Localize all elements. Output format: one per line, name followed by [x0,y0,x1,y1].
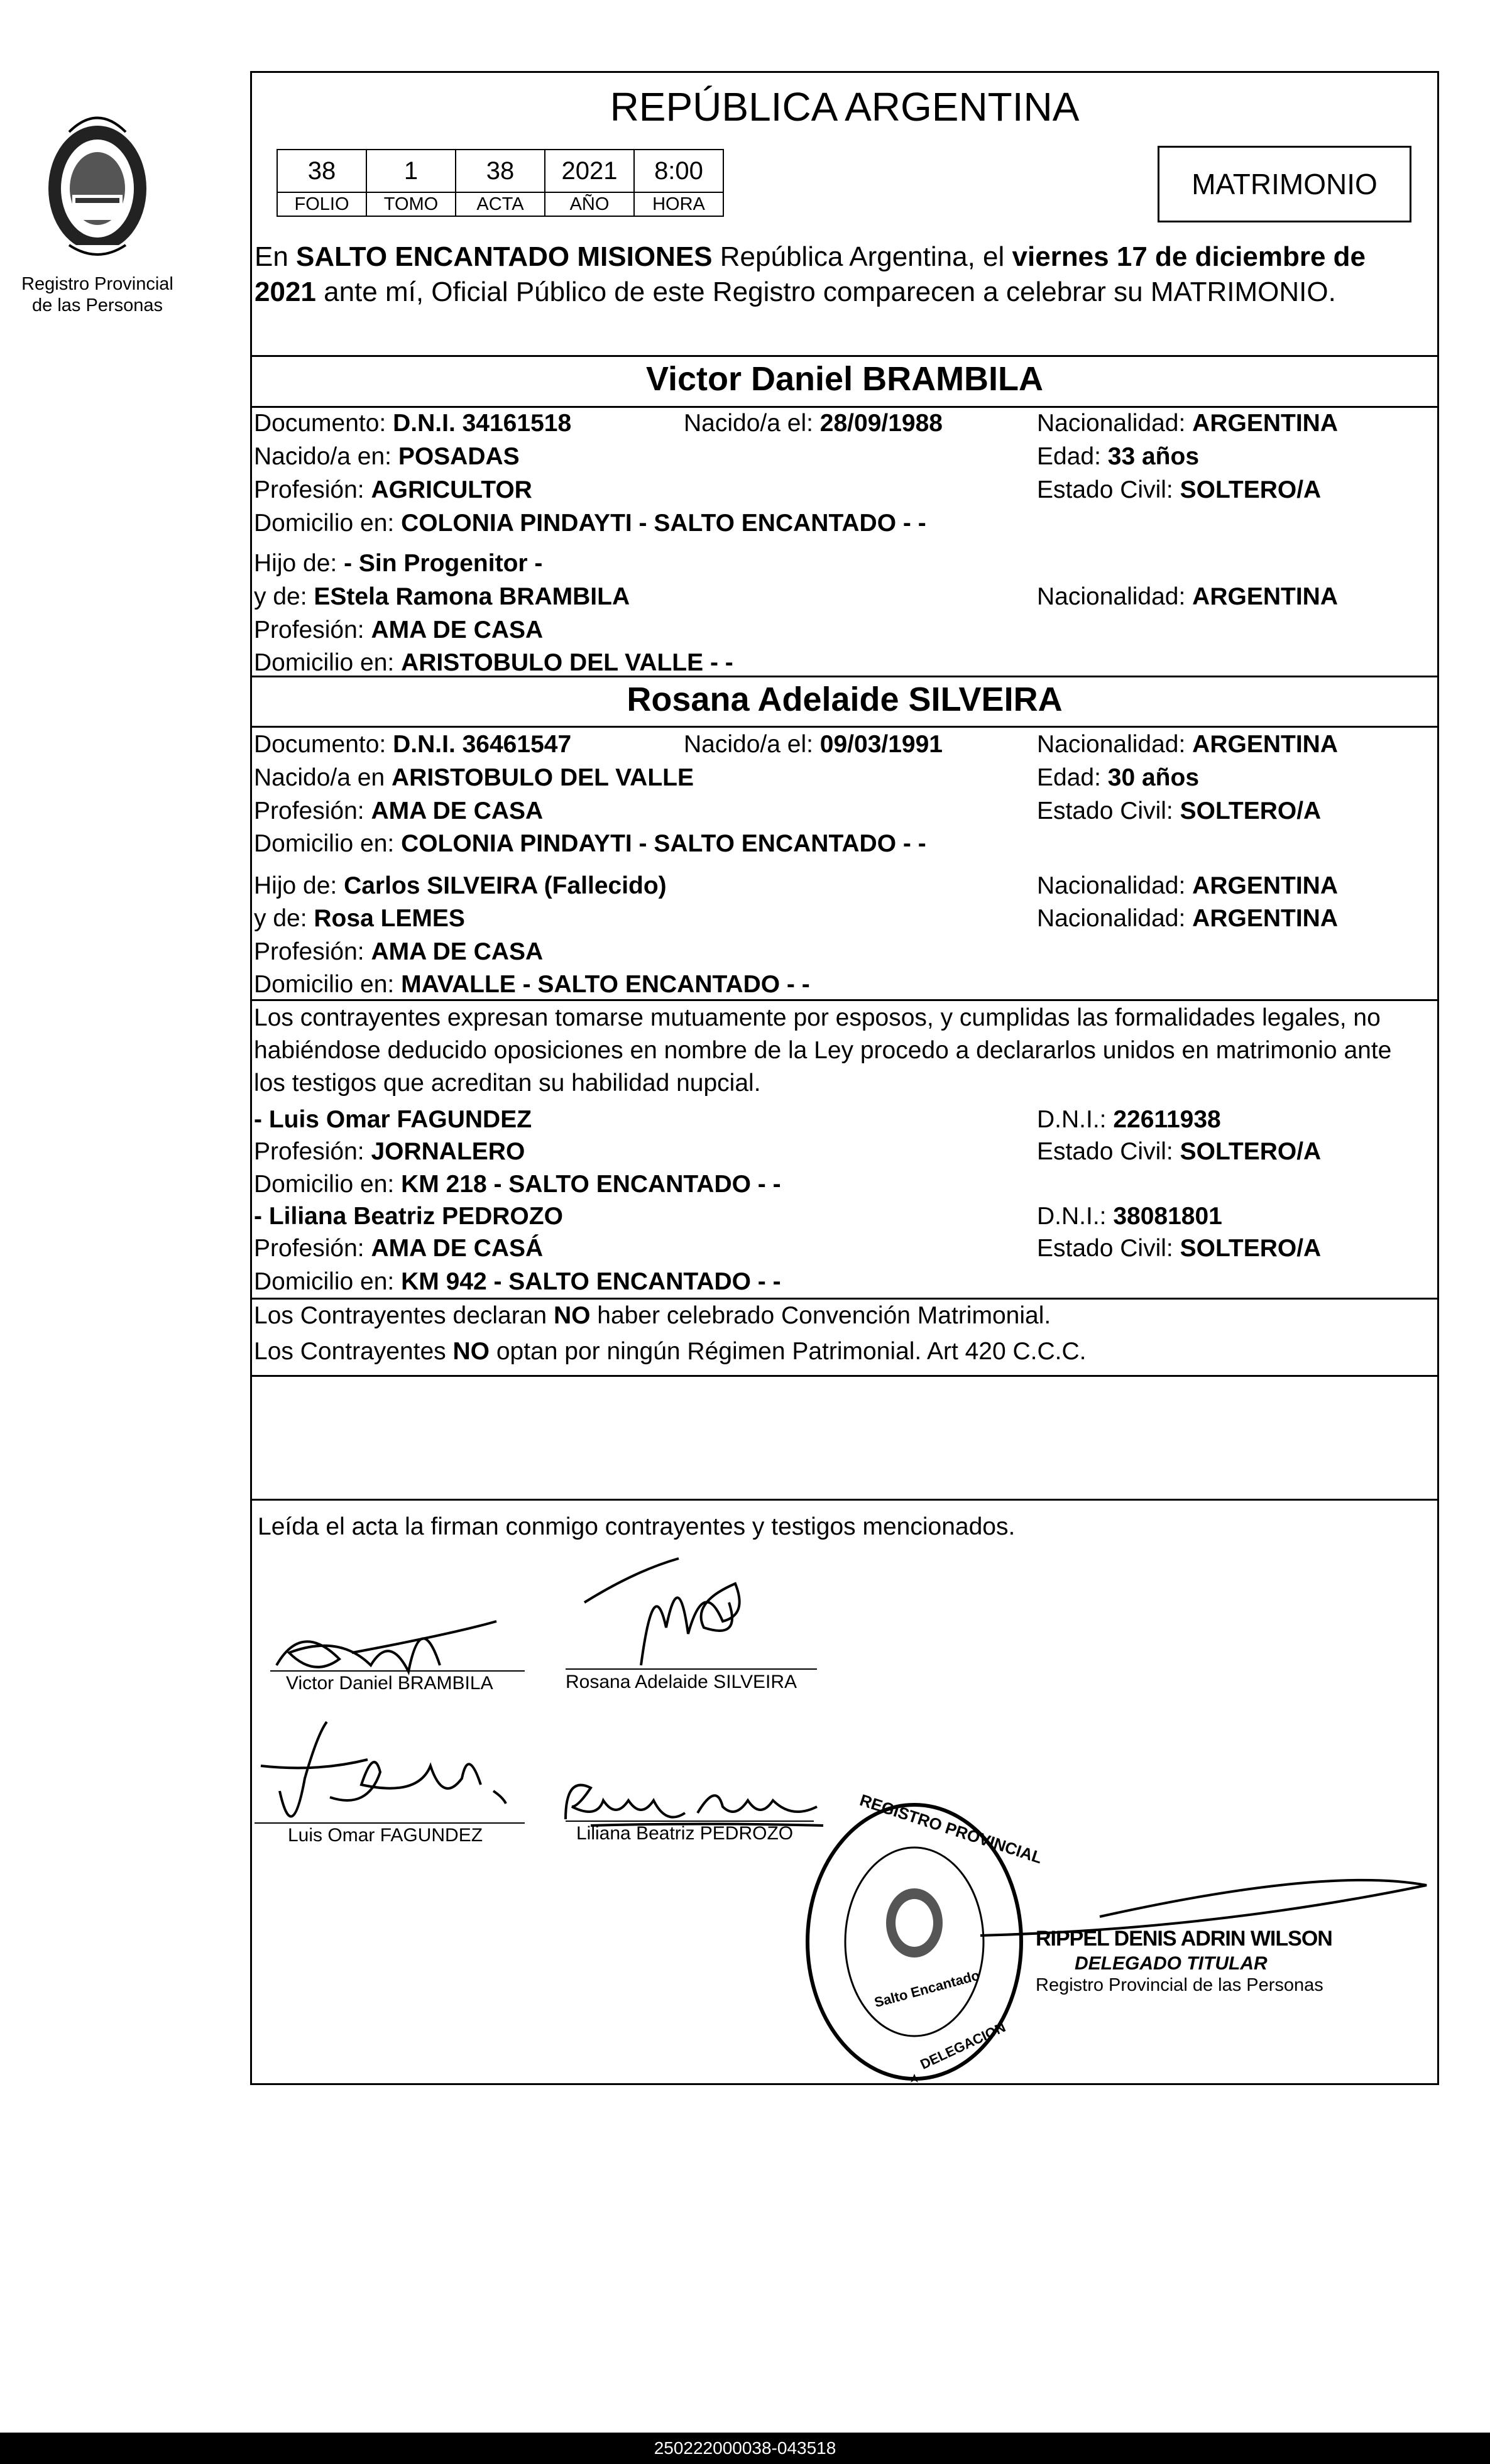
spouse1-birthdate: Nacido/a el: 28/09/1988 [684,410,943,437]
folio-label: FOLIO [277,192,366,216]
acta-value: 38 [456,150,545,192]
spouse2-birthplace: Nacido/a en ARISTOBULO DEL VALLE [254,764,694,791]
acta-label: ACTA [456,192,545,216]
witness1-profession: Profesión: JORNALERO [254,1138,525,1165]
witness1-civil-status: Estado Civil: SOLTERO/A [1037,1138,1322,1165]
spouse2-father: Hijo de: Carlos SILVEIRA (Fallecido) [254,872,667,899]
witness2-address: Domicilio en: KM 942 - SALTO ENCANTADO - - [254,1268,781,1295]
spouse2-age: Edad: 30 años [1037,764,1200,791]
declaration-line-2: habiéndose deducido oposiciones en nombre de la Ley procedo a declararlos unidos en matrimonio ante [254,1037,1392,1064]
witness1-dni: D.N.I.: 22611938 [1037,1106,1221,1133]
svg-text:REGISTRO PROVINCIAL: REGISTRO PROVINCIAL [857,1790,1045,1868]
ano-label: AÑO [545,192,634,216]
spouse1-profession: Profesión: AGRICULTOR [254,476,532,503]
spouse2-profession: Profesión: AMA DE CASA [254,797,544,824]
witness2-civil-status: Estado Civil: SOLTERO/A [1037,1235,1322,1262]
divider [250,1375,1439,1377]
spouse2-address: Domicilio en: COLONIA PINDAYTI - SALTO ENCANTADO - - [254,830,926,857]
official-org: Registro Provincial de las Personas [1036,1975,1323,1995]
spouse2-birthdate: Nacido/a el: 09/03/1991 [684,731,943,758]
signature-line [270,1670,525,1672]
signature-caption-liliana: Liliana Beatriz PEDROZO [576,1823,794,1844]
divider [250,726,1439,728]
divider [250,1298,1439,1300]
spouse2-civil-status: Estado Civil: SOLTERO/A [1037,797,1322,824]
official-title: DELEGADO TITULAR [1075,1953,1268,1974]
folio-value: 38 [277,150,366,192]
tomo-value: 1 [366,150,456,192]
spouse2-document: Documento: D.N.I. 36461547 [254,731,572,758]
signature-caption-luis: Luis Omar FAGUNDEZ [288,1825,483,1846]
spouse1-nationality: Nacionalidad: ARGENTINA [1037,410,1339,437]
official-name: RIPPEL DENIS ADRIN WILSON [1036,1927,1332,1951]
spouse1-civil-status: Estado Civil: SOLTERO/A [1037,476,1322,503]
witness1-address: Domicilio en: KM 218 - SALTO ENCANTADO - - [254,1171,781,1198]
spouse2-nationality: Nacionalidad: ARGENTINA [1037,731,1339,758]
spouse2-father-nationality: Nacionalidad: ARGENTINA [1037,872,1339,899]
declaration-line-1: Los contrayentes expresan tomarse mutuamente por esposos, y cumplidas las formalidades legales, no [254,1004,1381,1031]
stamp-inner-text: Salto Encantado [872,1967,982,2011]
witness2-profession: Profesión: AMA DE CASÁ [254,1235,544,1262]
spouse1-father: Hijo de: - Sin Progenitor - [254,550,543,577]
closing-text: Leída el acta la firman conmigo contrayentes y testigos mencionados. [258,1513,1016,1540]
svg-text:DELEGACION: DELEGACION [918,2019,1008,2072]
spouse1-mother-nationality: Nacionalidad: ARGENTINA [1037,583,1339,610]
official-stamp [798,1790,1045,2093]
signature-caption-victor: Victor Daniel BRAMBILA [286,1673,493,1694]
document-code-footer: 250222000038-043518 [0,2433,1490,2464]
regime-line-1: Los Contrayentes declaran NO haber celebrado Convención Matrimonial. [254,1302,1051,1329]
hora-value: 8:00 [634,150,723,192]
spouse1-birthplace: Nacido/a en: POSADAS [254,443,520,470]
witness2-name: - Liliana Beatriz PEDROZO [254,1203,563,1230]
divider [250,1499,1439,1501]
page-title: REPÚBLICA ARGENTINA [610,84,1080,129]
hora-label: HORA [634,192,723,216]
intro-line-2: 2021 ante mí, Oficial Público de este Registro comparecen a celebrar su MATRIMONIO. [255,277,1336,307]
signature-line [566,1668,817,1670]
spouse1-parent-profession: Profesión: AMA DE CASA [254,616,544,643]
witness1-name: - Luis Omar FAGUNDEZ [254,1106,532,1133]
spouse2-mother-nationality: Nacionalidad: ARGENTINA [1037,905,1339,932]
declaration-line-3: los testigos que acreditan su habilidad nupcial. [254,1070,761,1097]
signature-rosana [578,1546,767,1672]
spouse1-document: Documento: D.N.I. 34161518 [254,410,572,437]
signature-line [566,1821,814,1822]
regime-line-2: Los Contrayentes NO optan por ningún Régimen Patrimonial. Art 420 C.C.C. [254,1338,1087,1365]
spouse1-name: Victor Daniel BRAMBILA [645,360,1044,398]
signature-line [255,1822,525,1824]
tomo-label: TOMO [366,192,456,216]
witness2-dni: D.N.I.: 38081801 [1037,1203,1222,1230]
spouse1-age: Edad: 33 años [1037,443,1200,470]
signature-caption-rosana: Rosana Adelaide SILVEIRA [566,1672,797,1692]
act-type-box: MATRIMONIO [1158,146,1411,222]
ano-value: 2021 [545,150,634,192]
spouse2-mother: y de: Rosa LEMES [254,905,465,932]
spouse1-mother: y de: EStela Ramona BRAMBILA [254,583,630,610]
spouse2-name: Rosana Adelaide SILVEIRA [627,681,1063,718]
logo-caption: Registro Provincial de las Personas [21,274,173,315]
provincial-seal-logo [35,107,160,264]
registry-table [277,149,724,217]
spouse2-parent-address: Domicilio en: MAVALLE - SALTO ENCANTADO - - [254,971,810,998]
divider [250,355,1439,357]
spouse2-parent-profession: Profesión: AMA DE CASA [254,938,544,965]
spouse1-parent-address: Domicilio en: ARISTOBULO DEL VALLE - - [254,649,733,676]
spouse1-address: Domicilio en: COLONIA PINDAYTI - SALTO ENCANTADO - - [254,510,926,537]
intro-line-1: En SALTO ENCANTADO MISIONES República Argentina, el viernes 17 de diciembre de [255,241,1366,272]
